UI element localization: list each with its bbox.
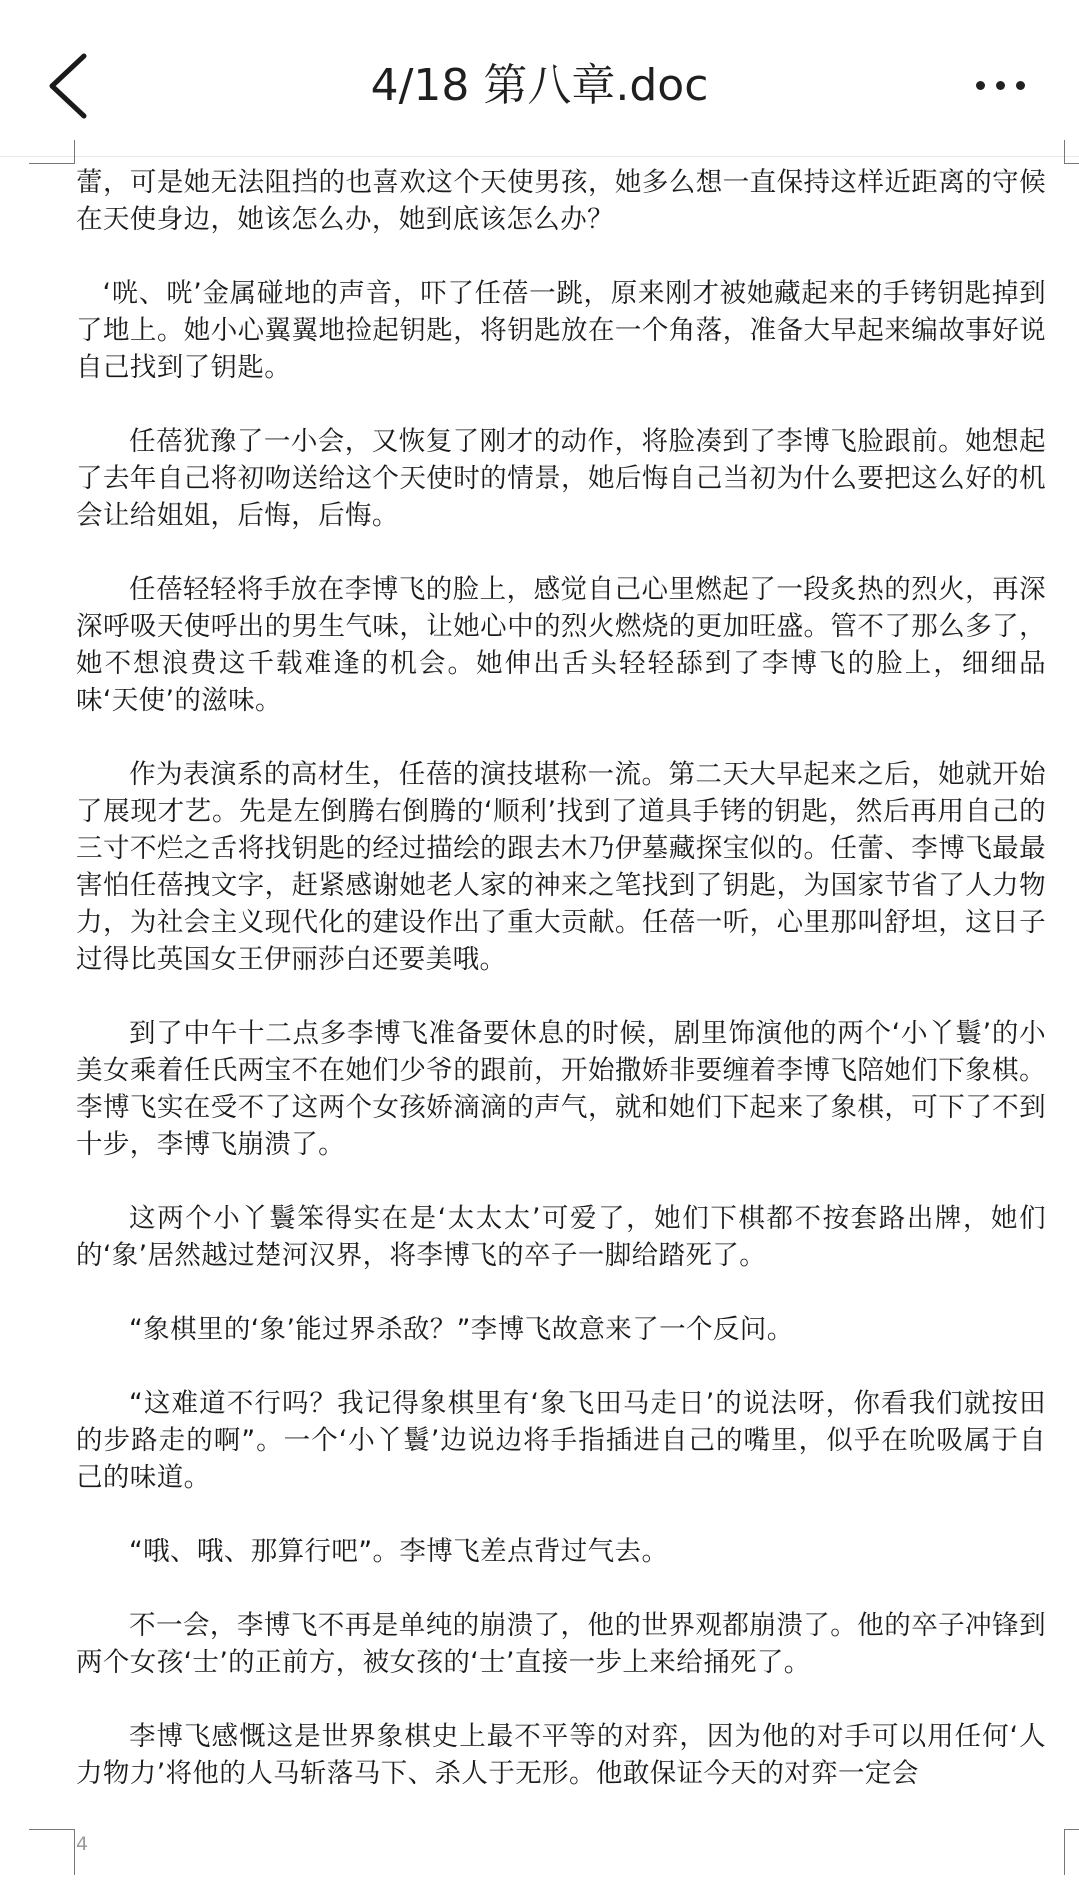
paragraph: 作为表演系的高材生，任蓓的演技堪称一流。第二天大早起来之后，她就开始了展现才艺。先是左倒腾右倒腾的‘顺利’找到了道具手铐的钥匙，然后再用自己的三寸不烂之舌将找钥匙的经过描绘的跟去木乃伊墓藏探宝似的。任蕾、李博飞最最害怕任蓓拽文字，赶紧感谢她老人家的神来之笔找到了钥匙，为国家节省了人力物力，为社会主义现代化的建设作出了重大贡献。任蓓一听，心里那叫舒坦，这日子过得比英国女王伊丽莎白还要美哦。 xyxy=(76,759,1046,975)
paragraph: “这难道不行吗？我记得象棋里有‘象飞田马走日’的说法呀，你看我们就按田的步路走的啊”。一个‘小丫鬟’边说边将手指插进自己的嘴里，似乎在吮吸属于自己的味道。 xyxy=(76,1388,1046,1493)
page-corner-mark-top-left xyxy=(29,140,75,164)
paragraph: 任蓓轻轻将手放在李博飞的脸上，感觉自己心里燃起了一段炙热的烈火，再深深呼吸天使呼出的男生气味，让她心中的烈火燃烧的更加旺盛。管不了那么多了，她不想浪费这千载难逢的机会。她伸出舌头轻轻舔到了李博飞的脸上，细细品味‘天使’的滋味。 xyxy=(76,574,1046,716)
paragraph: 不一会，李博飞不再是单纯的崩溃了，他的世界观都崩溃了。他的卒子冲锋到两个女孩‘士’的正前方，被女孩的‘士’直接一步上来给捅死了。 xyxy=(76,1610,1046,1678)
paragraph: 任蓓犹豫了一小会，又恢复了刚才的动作，将脸凑到了李博飞脸跟前。她想起了去年自己将初吻送给这个天使时的情景，她后悔自己当初为什么要把这么好的机会让给姐姐，后悔，后悔。 xyxy=(76,426,1046,531)
page-corner-mark-top-right xyxy=(1064,140,1079,164)
document-title: 4/18 第八章.doc xyxy=(370,60,709,111)
paragraph: 这两个小丫鬟笨得实在是‘太太太’可爱了，她们下棋都不按套路出牌，她们的‘象’居然越过楚河汉界，将李博飞的卒子一脚给踏死了。 xyxy=(76,1203,1046,1271)
paragraph: “象棋里的‘象’能过界杀敌？”李博飞故意来了一个反问。 xyxy=(129,1314,794,1345)
paragraph: ‘咣、咣’金属碰地的声音，吓了任蓓一跳，原来刚才被她藏起来的手铐钥匙掉到了地上。她小心翼翼地捡起钥匙，将钥匙放在一个角落，准备大早起来编故事好说自己找到了钥匙。 xyxy=(76,278,1046,383)
top-bar xyxy=(0,0,1079,157)
paragraph: 到了中午十二点多李博飞准备要休息的时候，剧里饰演他的两个‘小丫鬟’的小美女乘着任氏两宝不在她们少爷的跟前，开始撒娇非要缠着李博飞陪她们下象棋。李博飞实在受不了这两个女孩娇滴滴的声气，就和她们下起来了象棋，可下了不到十步，李博飞崩溃了。 xyxy=(76,1018,1046,1160)
paragraph: 蕾，可是她无法阻挡的也喜欢这个天使男孩，她多么想一直保持这样近距离的守候在天使身边，她该怎么办，她到底该怎么办？ xyxy=(76,167,1046,235)
paragraph: “哦、哦、那算行吧”。李博飞差点背过气去。 xyxy=(129,1536,669,1567)
document-body xyxy=(76,164,1046,1829)
page-corner-mark-bottom-right xyxy=(1064,1829,1079,1875)
page-corner-mark-bottom-left xyxy=(29,1829,75,1875)
back-button[interactable] xyxy=(40,48,104,124)
paragraph: 李博飞感慨这是世界象棋史上最不平等的对弈，因为他的对手可以用任何‘人力物力’将他的人马斩落马下、杀人于无形。他敢保证今天的对弈一定会 xyxy=(76,1721,1046,1789)
more-horizontal-icon xyxy=(996,81,1005,90)
more-horizontal-icon xyxy=(976,81,985,90)
page-number: 4 xyxy=(76,1833,89,1855)
more-horizontal-icon xyxy=(1016,81,1025,90)
chevron-left-icon xyxy=(40,48,104,124)
more-options-button[interactable] xyxy=(955,60,1045,110)
